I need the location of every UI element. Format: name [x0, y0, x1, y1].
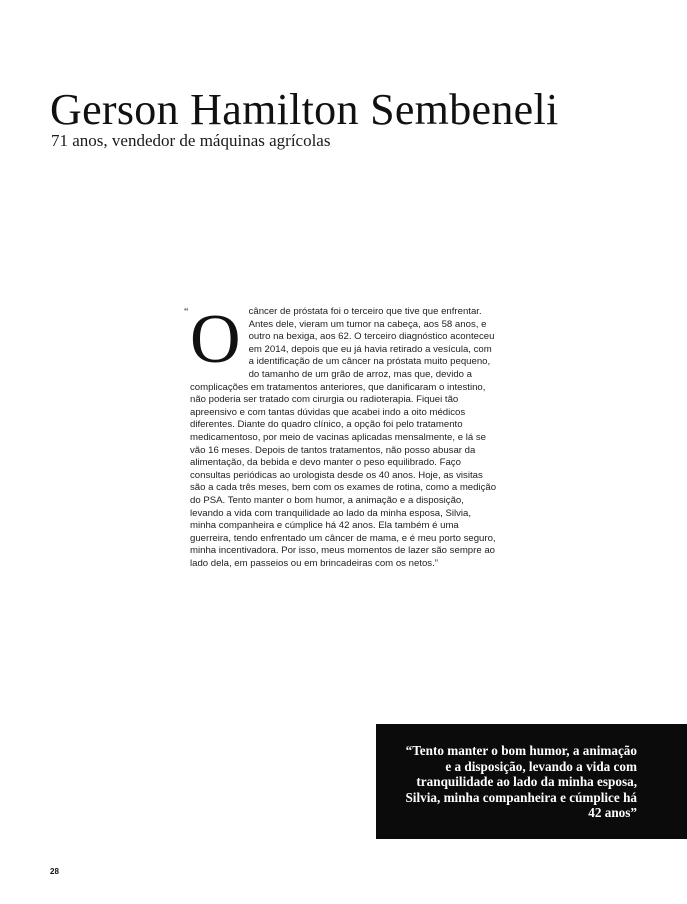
pull-quote-text: “Tento manter o bom humor, a animação e a disposição, levando a vida com tranquilidade ao lado da minha esposa, Silvia, minha companheira e cúmplice há 42 anos”	[405, 743, 637, 821]
article-paragraph: câncer de próstata foi o terceiro que tive que enfrentar. Antes dele, vieram um tumor na cabeça, aos 58 anos, e outro na bexiga, aos 62. O terceiro diagnóstico aconteceu em 2014, depois que eu já havia retirado a vesícula, com a identificação de um câncer na próstata muito pequeno, do tamanho de um grão de arroz, mas que, devido a complicações em tratamentos anteriores, que danificaram o intestino, não poderia ser tratado com cirurgia ou radioterapia. Fiquei tão apreensivo e com tantas dúvidas que acabei indo a oito médicos diferentes. Diante do quadro clínico, a opção foi pelo tratamento medicamentoso, por meio de vacinas aplicadas mensalmente, e lá se vão 16 meses. Depois de tantos tratamentos, não posso abusar da alimentação, da bebida e devo manter o peso equilibrado. Faço consultas periódicas ao urologista desde os 40 anos. Hoje, as visitas são a cada três meses, bem com os exames de rotina, como a medição do PSA. Tento manter o bom humor, a animação e a disposição, levando a vida com tranquilidade ao lado da minha esposa, Silvia, minha companheira e cúmplice há 42 anos. Ela também é uma guerreira, tendo enfrentado um câncer de mama, e é meu porto seguro, minha incentivadora. Por isso, meus momentos de lazer são sempre ao lado dela, em passeios ou em brincadeiras com os netos.”	[190, 306, 497, 569]
page-title: Gerson Hamilton Sembeneli	[50, 85, 559, 134]
page-subtitle: 71 anos, vendedor de máquinas agrícolas	[51, 131, 331, 150]
page-number: 28	[50, 867, 59, 876]
pull-quote-box	[376, 724, 687, 839]
opening-quote-mark: “	[184, 307, 189, 318]
article-body	[184, 301, 498, 570]
article-text	[190, 301, 498, 570]
drop-cap: O	[190, 301, 241, 378]
